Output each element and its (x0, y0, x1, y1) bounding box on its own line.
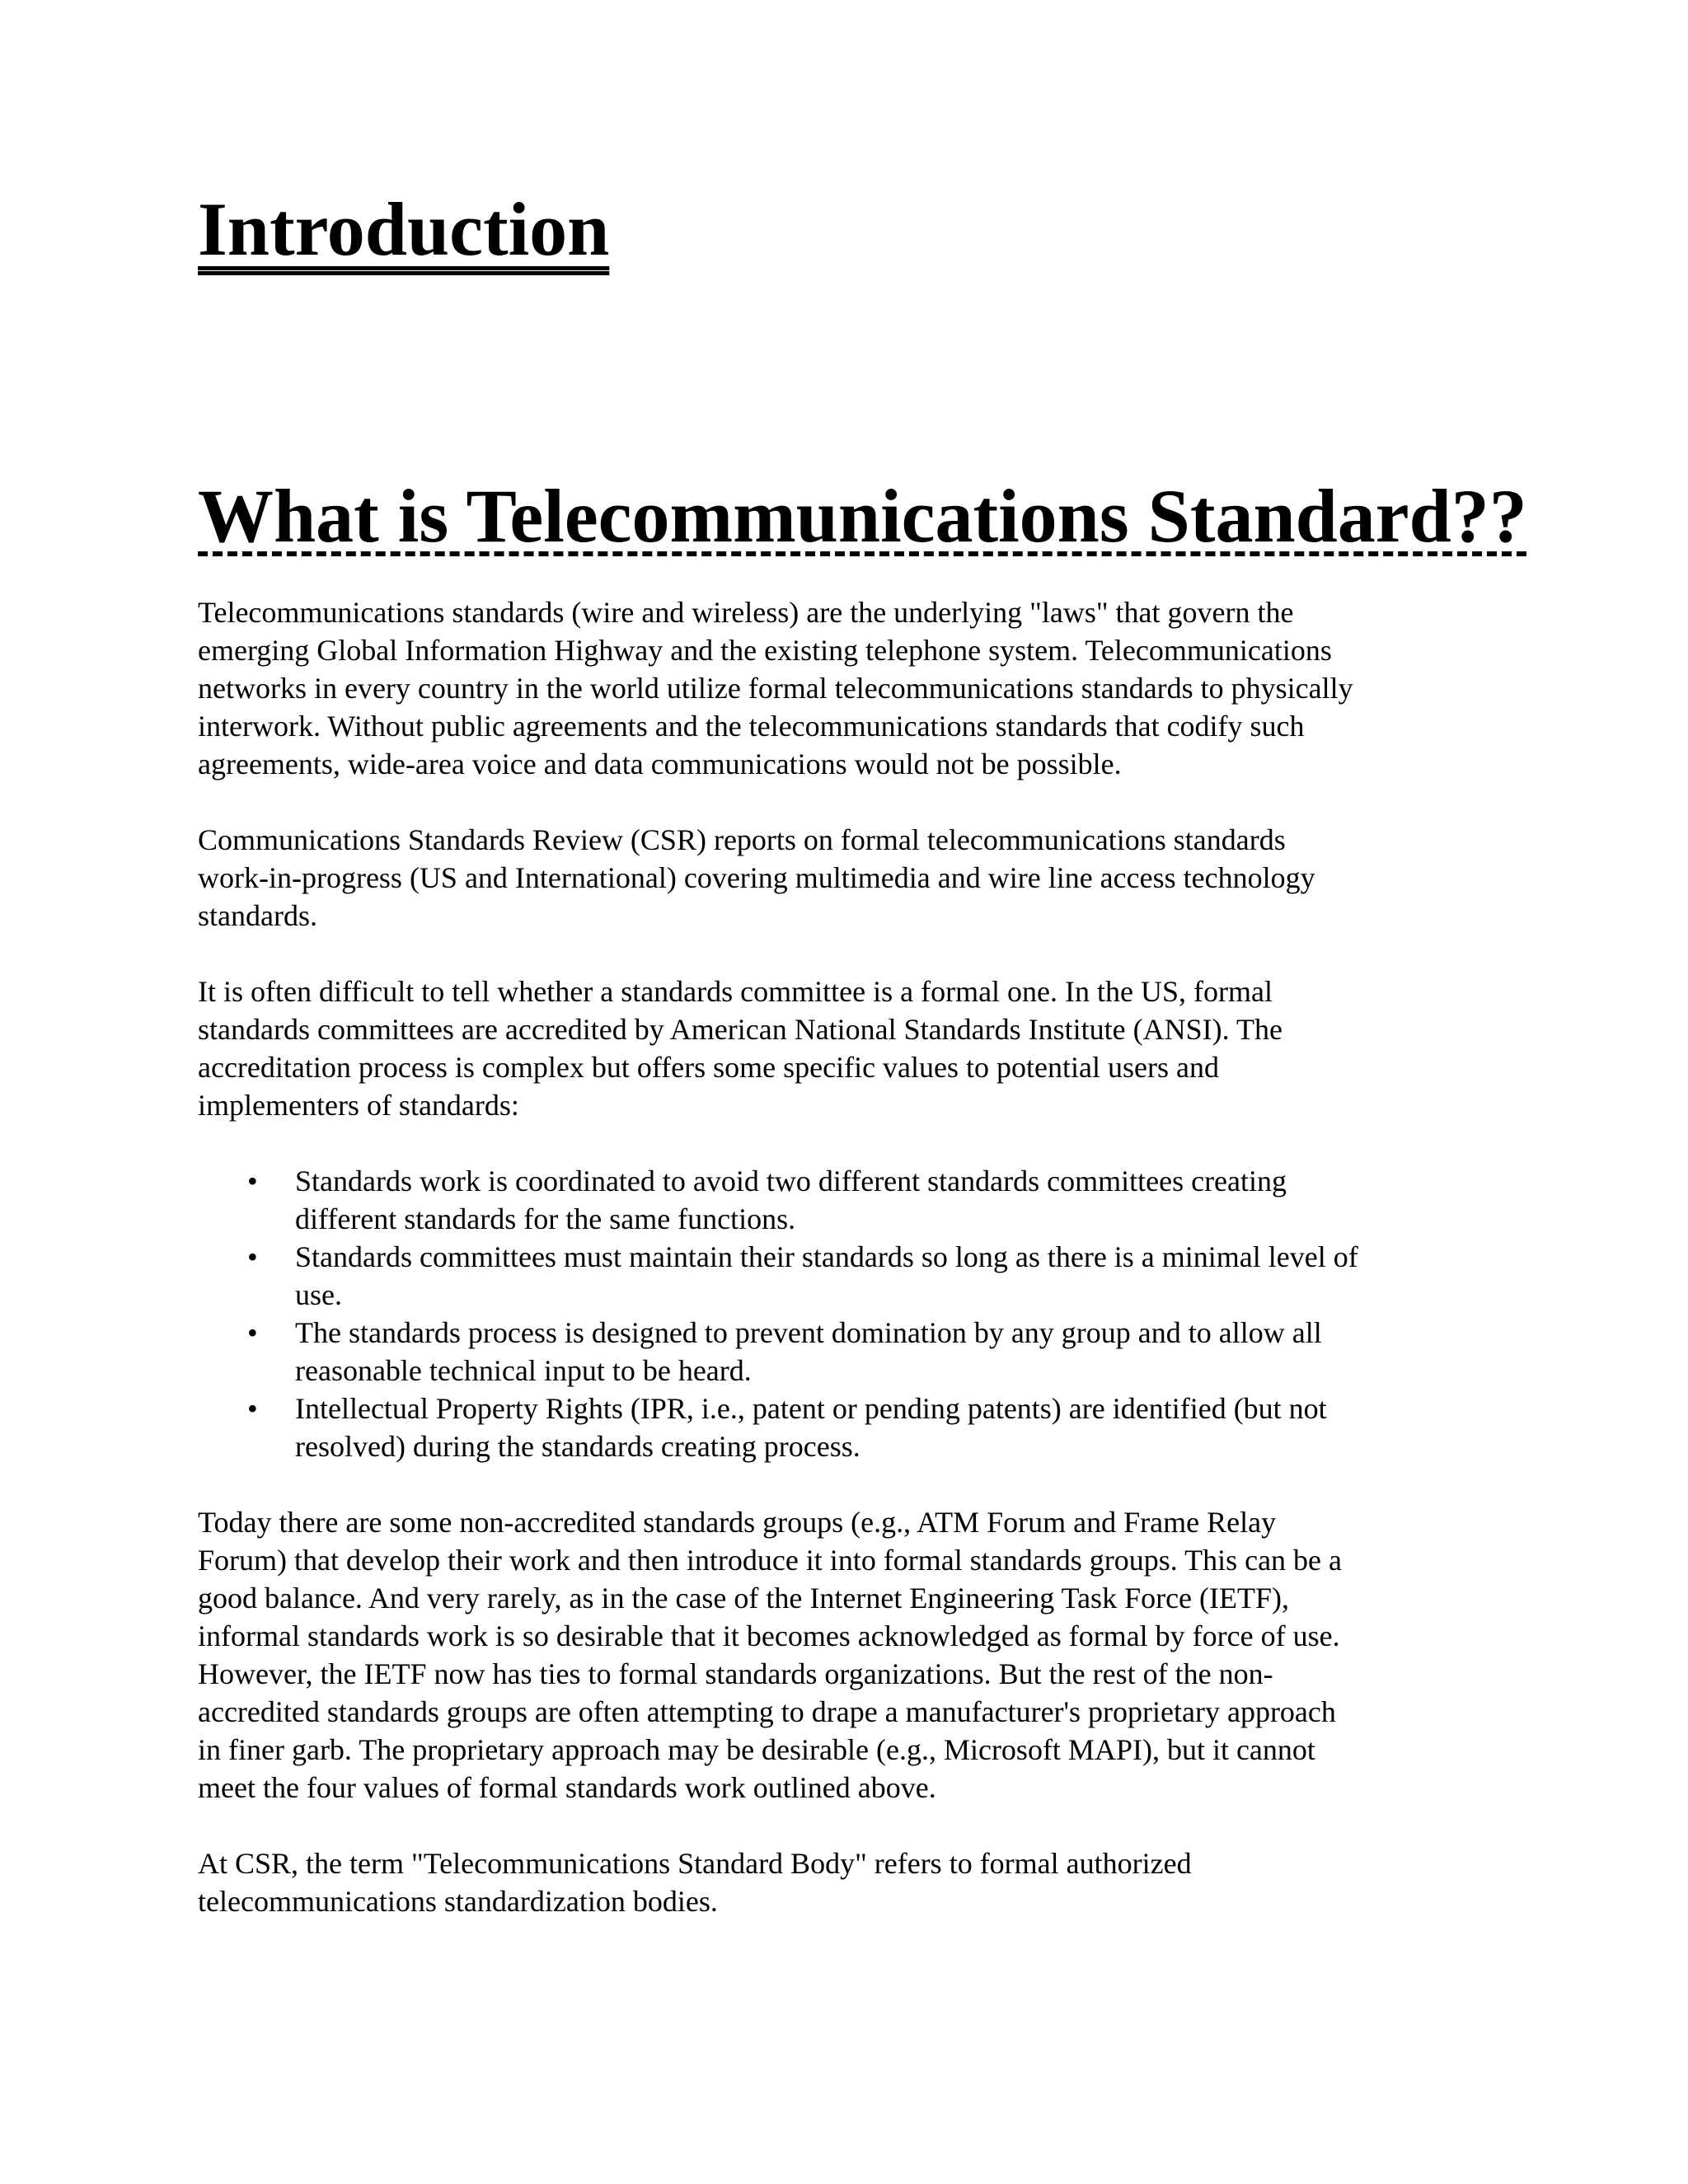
text-line: networks in every country in the world utilize formal telecommunications standards to physically (198, 672, 1353, 705)
text-line: accreditation process is complex but offers some specific values to potential users and (198, 1051, 1219, 1084)
text-line: good balance. And very rarely, as in the case of the Internet Engineering Task Force (IETF), (198, 1582, 1290, 1615)
text-line: reasonable technical input to be heard. (295, 1354, 752, 1387)
paragraph-csr (198, 821, 1500, 935)
list-item (198, 1390, 1500, 1465)
body-text (198, 593, 1500, 1958)
text-line: different standards for the same functions. (295, 1202, 796, 1235)
text-line: use. (295, 1278, 342, 1311)
text-line: standards committees are accredited by American National Standards Institute (ANSI). The (198, 1013, 1282, 1046)
text-line: informal standards work is so desirable that it becomes acknowledged as formal by force of use. (198, 1619, 1340, 1652)
text-line: Forum) that develop their work and then introduce it into formal standards groups. This can be a (198, 1544, 1343, 1577)
text-line: work-in-progress (US and International) covering multimedia and wire line access technology (198, 861, 1315, 894)
text-line: At CSR, the term "Telecommunications Standard Body" refers to formal authorized (198, 1847, 1192, 1880)
text-line: accredited standards groups are often attempting to drape a manufacturer's proprietary approach (198, 1695, 1336, 1728)
paragraph-csr-definition (198, 1844, 1500, 1920)
text-line: However, the IETF now has ties to formal standards organizations. But the rest of the non- (198, 1657, 1273, 1690)
text-line: meet the four values of formal standards work outlined above. (198, 1771, 936, 1804)
text-line: The standards process is designed to prevent domination by any group and to allow all (295, 1316, 1322, 1349)
text-line: Standards committees must maintain their standards so long as there is a minimal level of (295, 1240, 1358, 1273)
heading-what-is-standard: What is Telecommunications Standard?? (198, 474, 1527, 558)
bullet-marker: • (247, 1392, 258, 1425)
paragraph-accreditation (198, 972, 1500, 1124)
text-line: Intellectual Property Rights (IPR, i.e., patent or pending patents) are identified (but not (295, 1392, 1327, 1425)
text-line: It is often difficult to tell whether a standards committee is a formal one. In the US, formal (198, 975, 1273, 1008)
text-line: interwork. Without public agreements and the telecommunications standards that codify such (198, 710, 1305, 743)
text-line: standards. (198, 899, 317, 932)
bullet-marker: • (247, 1240, 258, 1273)
text-line: agreements, wide-area voice and data communications would not be possible. (198, 748, 1122, 780)
text-line: Telecommunications standards (wire and wireless) are the underlying "laws" that govern the (198, 596, 1294, 629)
paragraph-intro (198, 593, 1500, 783)
text-line: in finer garb. The proprietary approach may be desirable (e.g., Microsoft MAPI), but it cannot (198, 1733, 1315, 1766)
bullet-marker: • (247, 1165, 258, 1197)
list-item (198, 1238, 1500, 1314)
values-bullet-list (198, 1162, 1500, 1465)
heading-introduction: Introduction (198, 187, 610, 271)
text-line: emerging Global Information Highway and the existing telephone system. Telecommunications (198, 634, 1332, 667)
paragraph-non-accredited (198, 1503, 1500, 1807)
list-item (198, 1162, 1500, 1238)
bullet-marker: • (247, 1316, 258, 1349)
text-line: Standards work is coordinated to avoid two different standards committees creating (295, 1165, 1287, 1197)
text-line: Communications Standards Review (CSR) reports on formal telecommunications standards (198, 823, 1286, 856)
text-line: resolved) during the standards creating process. (295, 1430, 860, 1463)
text-line: telecommunications standardization bodies. (198, 1885, 718, 1918)
text-line: Today there are some non-accredited standards groups (e.g., ATM Forum and Frame Relay (198, 1506, 1277, 1539)
text-line: implementers of standards: (198, 1089, 519, 1122)
list-item (198, 1314, 1500, 1390)
